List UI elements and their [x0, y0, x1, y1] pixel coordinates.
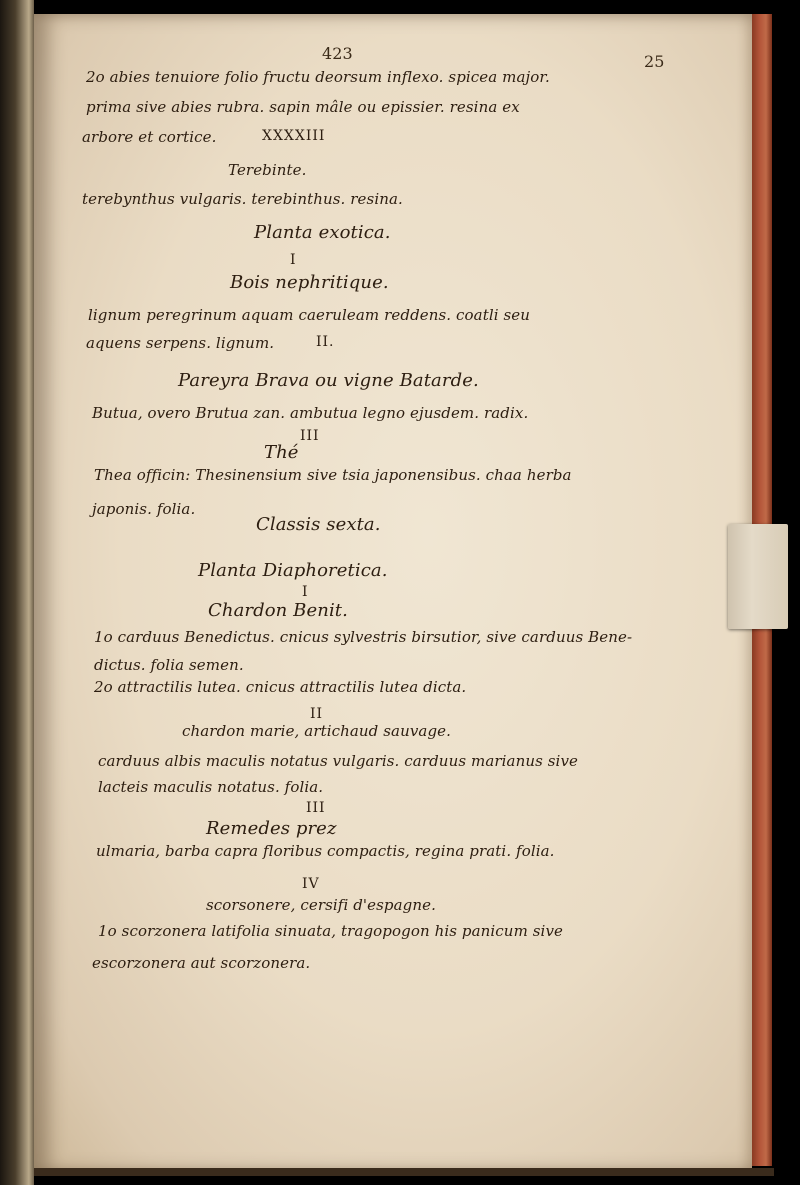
text-line: 2o attractilis lutea. cnicus attractilis lutea dicta. — [94, 678, 467, 696]
entry-heading: Chardon Benit. — [208, 600, 348, 621]
entry-heading: scorsonere, cersifi d'espagne. — [206, 896, 436, 914]
page-number: 423 — [322, 44, 353, 63]
text-line: arbore et cortice. — [82, 128, 217, 146]
text-line: lignum peregrinum aquam caeruleam reddens. coatli seu — [88, 306, 531, 324]
section-numeral: I — [290, 252, 297, 268]
bookmark-tab — [728, 524, 788, 629]
folio-number: 25 — [644, 52, 665, 71]
section-numeral: II. — [316, 334, 335, 350]
entry-heading: Remedes prez — [206, 818, 337, 839]
text-line: Thea officin: Thesinensium sive tsia japonensibus. chaa herba — [94, 466, 572, 484]
text-line: terebynthus vulgaris. terebinthus. resina. — [82, 190, 403, 208]
text-line: 1o carduus Benedictus. cnicus sylvestris birsutior, sive carduus Bene- — [94, 628, 633, 646]
text-line: dictus. folia semen. — [94, 656, 244, 674]
entry-heading: Thé — [264, 442, 299, 463]
manuscript-page — [34, 14, 752, 1172]
section-numeral: III — [306, 800, 326, 816]
text-line: 1o scorzonera latifolia sinuata, tragopogon his panicum sive — [98, 922, 564, 940]
text-line: lacteis maculis notatus. folia. — [98, 778, 324, 796]
entry-heading: chardon marie, artichaud sauvage. — [182, 722, 452, 740]
book-bottom-edge — [34, 1168, 774, 1176]
text-line: prima sive abies rubra. sapin mâle ou epissier. resina ex — [86, 98, 520, 116]
text-line: escorzonera aut scorzonera. — [92, 954, 311, 972]
section-numeral: I — [302, 584, 309, 600]
text-line: Butua, overo Brutua zan. ambutua legno ejusdem. radix. — [92, 404, 529, 422]
text-line: japonis. folia. — [92, 500, 196, 518]
section-numeral: XXXXIII — [262, 128, 326, 144]
class-heading: Classis sexta. — [256, 514, 381, 535]
text-line: ulmaria, barba capra floribus compactis, regina prati. folia. — [96, 842, 555, 860]
section-numeral: III — [300, 428, 320, 444]
text-line: 2o abies tenuiore folio fructu deorsum inflexo. spicea major. — [86, 68, 550, 86]
section-numeral: IV — [302, 876, 320, 892]
text-line: carduus albis maculis notatus vulgaris. carduus marianus sive — [98, 752, 579, 770]
section-heading: Planta exotica. — [254, 222, 391, 243]
entry-heading: Bois nephritique. — [230, 272, 389, 293]
section-heading: Planta Diaphoretica. — [198, 560, 388, 581]
text-line: aquens serpens. lignum. — [86, 334, 275, 352]
text-line: Terebinte. — [228, 161, 307, 179]
section-numeral: II — [310, 706, 324, 722]
entry-heading: Pareyra Brava ou vigne Batarde. — [178, 370, 479, 391]
facing-page-edge — [0, 0, 34, 1185]
